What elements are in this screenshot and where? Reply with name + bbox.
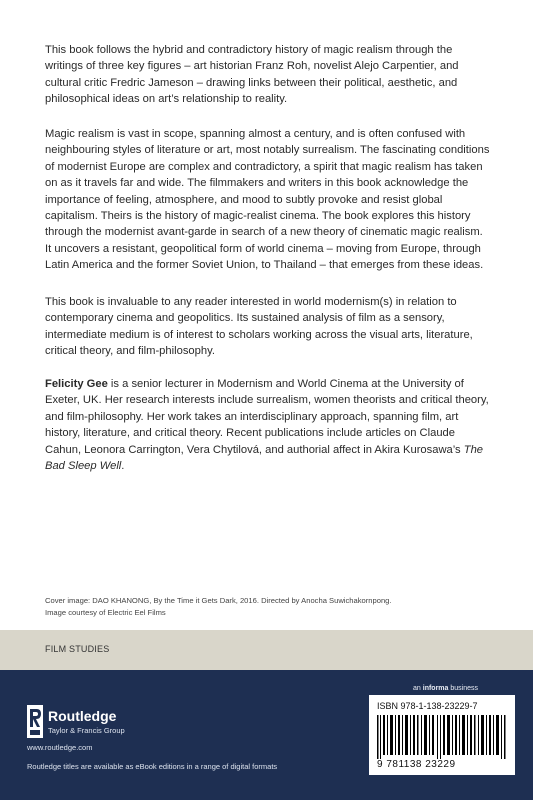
publisher-footer	[0, 670, 533, 800]
isbn-barcode-box	[369, 695, 515, 775]
cover-image-credit	[45, 595, 505, 619]
author-name: Felicity Gee	[45, 378, 108, 390]
informa-prefix: an	[413, 685, 423, 692]
routledge-logo-icon	[27, 705, 43, 738]
author-bio	[45, 376, 491, 474]
category-band	[0, 630, 533, 670]
barcode-number: 9 781138 23229	[377, 759, 456, 770]
credit-line-2: Image courtesy of Electric Eel Films	[45, 608, 166, 617]
ebook-note: Routledge titles are available as eBook editions in a range of digital formats	[27, 762, 278, 771]
category-label: FILM STUDIES	[45, 644, 110, 654]
publisher-group: Taylor & Francis Group	[48, 726, 125, 735]
credit-line-1: Cover image: DAO KHANONG, By the Time it Gets Dark, 2016. Directed by Anocha Suwichakornpong.	[45, 596, 392, 605]
informa-suffix: business	[448, 685, 478, 692]
barcode-icon	[377, 715, 507, 759]
publisher-name: Routledge	[48, 708, 117, 724]
isbn-label: ISBN 978-1-138-23229-7	[377, 701, 478, 711]
blurb-paragraph-3: This book is invaluable to any reader interested in world modernism(s) in relation to contemporary cinema and geopolitics. Its sustained analysis of film as a sensory, intermediate medium is of interest to scholars working across the visual arts, literature, critical theory, and film-philosophy.	[45, 296, 473, 358]
informa-business-label	[413, 685, 478, 692]
blurb-paragraph-1: This book follows the hybrid and contradictory history of magic realism through the writings of three key figures – art historian Franz Roh, novelist Alejo Carpentier, and cultural critic Fredric Jameson – drawing links between their political, aesthetic, and philosophical ideas on art’s relationship to reality.	[45, 44, 459, 106]
author-bio-text: is a senior lecturer in Modernism and World Cinema at the University of Exeter, UK. Her research interests include surrealism, women theorists and critical theory, and film-philosophy. Her work takes an interdisciplinary approach, spanning film, art history, literature, and critical theory. Recent publications include articles on Claude Cahun, Leonora Carrington, Vera Chytilová, and authorial affect in Akira Kurosawa’s	[45, 378, 489, 456]
author-bio-end: .	[121, 460, 125, 473]
blurb-paragraph-2: Magic realism is vast in scope, spanning almost a century, and is often confused with neighbouring styles of literature or art, most notably surrealism. The fascinating conditions of modernist Europe are complex and contradictory, a spirit that magic realism has taken on as it travels far and wide. The filmmakers and writers in this book acknowledge the importance of feeling, atmosphere, and mood to subtly provoke and resist global capitalism. Theirs is the history of magic-realist cinema. The book explores this history through the modernist avant-garde in search of a new theory of cinematic magic realism. It uncovers a resistant, geopolitical form of world cinema – moving from Europe, through Latin America and the former Soviet Union, to Thailand – that emerges from these ideas.	[45, 128, 490, 272]
film-title: The Bad Sleep Well	[45, 443, 484, 473]
publisher-url[interactable]: www.routledge.com	[27, 743, 93, 752]
informa-brand: informa	[422, 685, 449, 692]
